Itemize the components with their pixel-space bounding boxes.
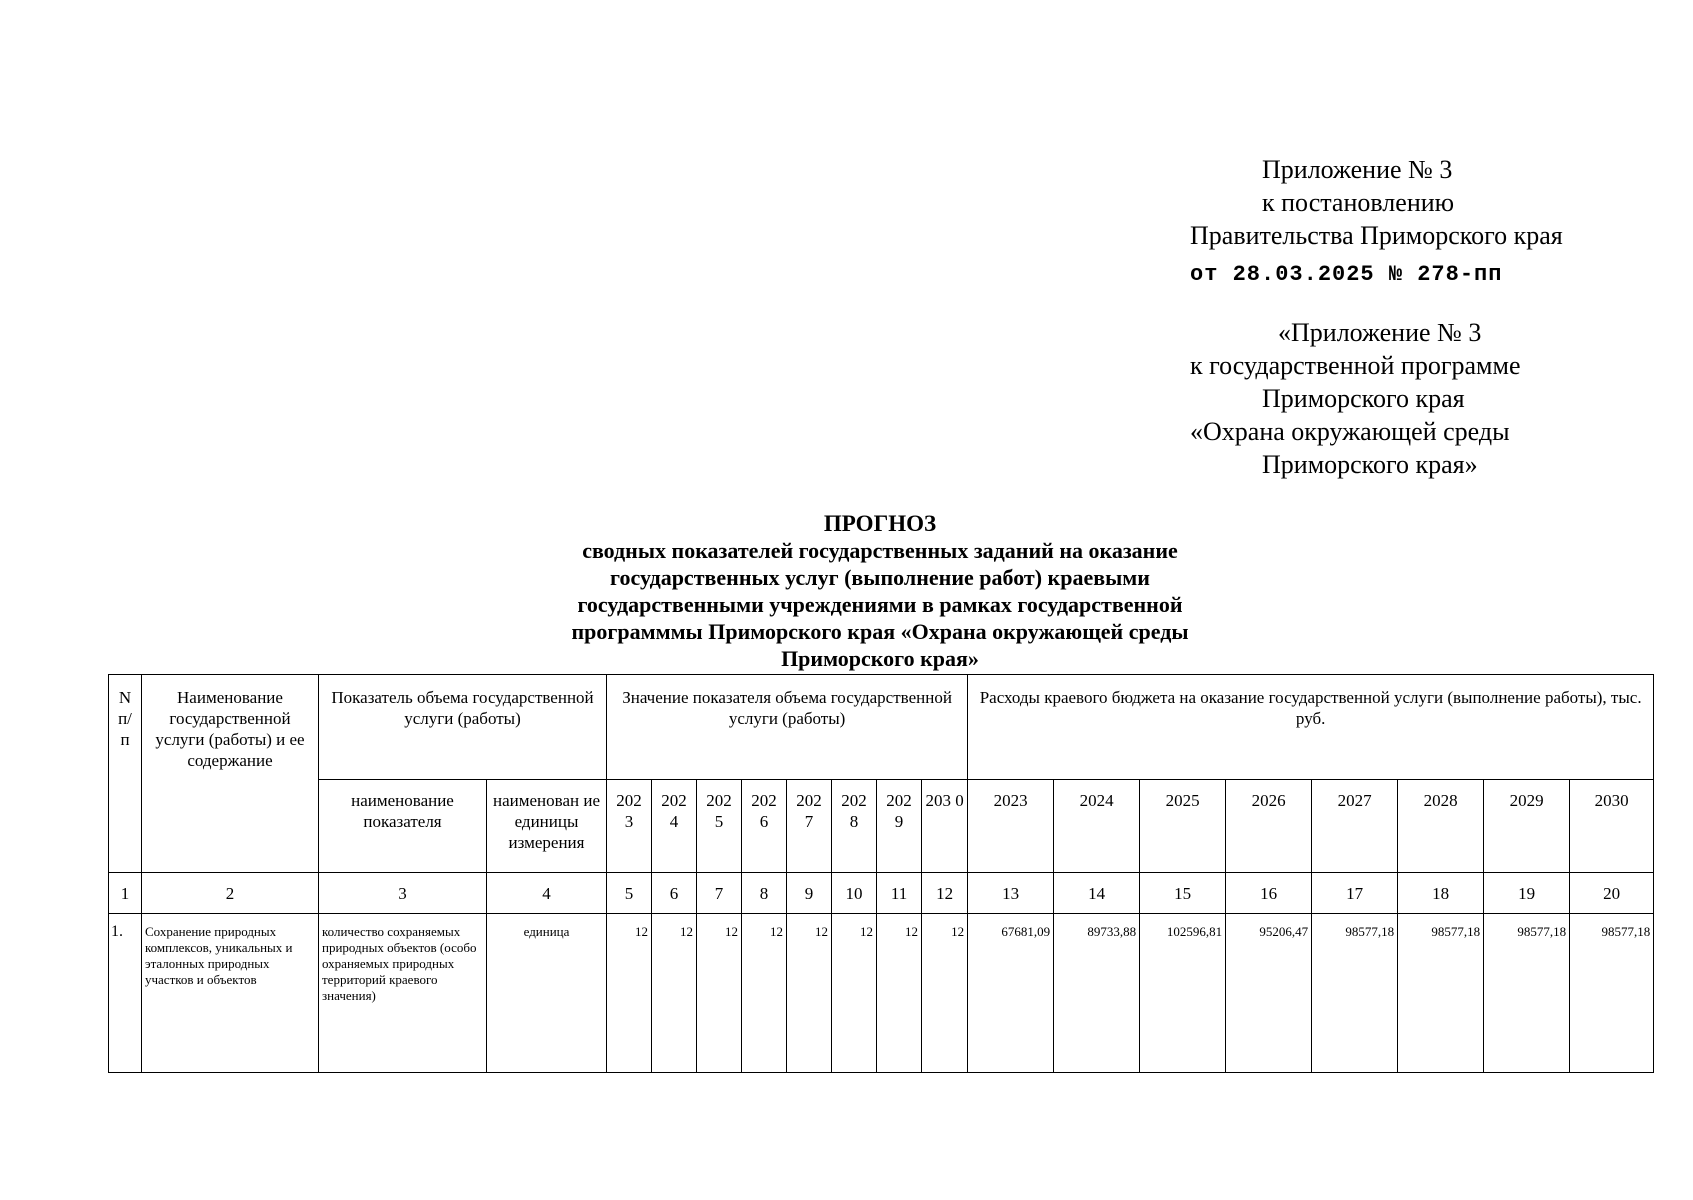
row-unit: единица bbox=[487, 914, 607, 1073]
header-volume-value: Значение показателя объема государственной услуги (работы) bbox=[607, 675, 968, 780]
row-budget-value: 98577,18 bbox=[1312, 914, 1398, 1073]
header-budget-year: 2029 bbox=[1484, 780, 1570, 873]
header-num: N п/ п bbox=[109, 675, 142, 873]
header-budget-year: 2027 bbox=[1312, 780, 1398, 873]
column-number: 8 bbox=[742, 873, 787, 914]
header-value-year: 203 0 bbox=[922, 780, 968, 873]
row-service-name: Сохранение природных комплексов, уникальных и эталонных природных участков и объектов bbox=[142, 914, 319, 1073]
row-number: 1. bbox=[109, 914, 142, 1073]
row-volume-value: 12 bbox=[922, 914, 968, 1073]
row-budget-value: 102596,81 bbox=[1140, 914, 1226, 1073]
program-ref-line-2: к государственной программе bbox=[1190, 351, 1521, 380]
header-volume-indicator: Показатель объема государственной услуги (работы) bbox=[319, 675, 607, 780]
column-number: 17 bbox=[1312, 873, 1398, 914]
row-volume-value: 12 bbox=[742, 914, 787, 1073]
header-indicator-name: наименование показателя bbox=[319, 780, 487, 873]
row-indicator-name: количество сохраняемых природных объектов (особо охраняемых природных территорий краевого значения) bbox=[319, 914, 487, 1073]
heading-line-4: программмы Приморского края «Охрана окружающей среды bbox=[571, 619, 1189, 644]
column-number: 2 bbox=[142, 873, 319, 914]
heading-line-5: Приморского края» bbox=[781, 646, 979, 671]
column-number: 18 bbox=[1398, 873, 1484, 914]
row-budget-value: 89733,88 bbox=[1054, 914, 1140, 1073]
column-number: 15 bbox=[1140, 873, 1226, 914]
column-number: 3 bbox=[319, 873, 487, 914]
row-volume-value: 12 bbox=[607, 914, 652, 1073]
column-number: 9 bbox=[787, 873, 832, 914]
header-value-year: 202 7 bbox=[787, 780, 832, 873]
column-number: 12 bbox=[922, 873, 968, 914]
program-ref-line-1: «Приложение № 3 bbox=[1278, 318, 1482, 347]
table-row bbox=[109, 914, 1654, 1073]
header-budget: Расходы краевого бюджета на оказание государственной услуги (выполнение работы), тыс. руб. bbox=[968, 675, 1654, 780]
row-volume-value: 12 bbox=[877, 914, 922, 1073]
header-unit-name: наименован ие единицы измерения bbox=[487, 780, 607, 873]
row-budget-value: 98577,18 bbox=[1398, 914, 1484, 1073]
row-volume-value: 12 bbox=[787, 914, 832, 1073]
header-value-year: 202 8 bbox=[832, 780, 877, 873]
column-number: 10 bbox=[832, 873, 877, 914]
row-volume-value: 12 bbox=[832, 914, 877, 1073]
program-ref-line-5: Приморского края» bbox=[1262, 450, 1478, 479]
approval-line-3: Правительства Приморского края bbox=[1190, 221, 1563, 250]
document-heading bbox=[430, 510, 1330, 672]
column-number: 6 bbox=[652, 873, 697, 914]
column-number: 11 bbox=[877, 873, 922, 914]
approval-line-1: Приложение № 3 bbox=[1262, 155, 1453, 184]
column-number: 7 bbox=[697, 873, 742, 914]
header-budget-year: 2028 bbox=[1398, 780, 1484, 873]
forecast-table bbox=[108, 674, 1654, 1073]
program-reference-block bbox=[1190, 316, 1521, 481]
column-number: 20 bbox=[1570, 873, 1654, 914]
column-number: 19 bbox=[1484, 873, 1570, 914]
header-budget-year: 2026 bbox=[1226, 780, 1312, 873]
header-value-year: 202 6 bbox=[742, 780, 787, 873]
header-budget-year: 2023 bbox=[968, 780, 1054, 873]
heading-line-2: государственных услуг (выполнение работ) краевыми bbox=[610, 565, 1150, 590]
row-budget-value: 67681,09 bbox=[968, 914, 1054, 1073]
header-value-year: 202 3 bbox=[607, 780, 652, 873]
column-number: 13 bbox=[968, 873, 1054, 914]
column-number: 14 bbox=[1054, 873, 1140, 914]
header-budget-year: 2030 bbox=[1570, 780, 1654, 873]
heading-line-3: государственными учреждениями в рамках государственной bbox=[577, 592, 1183, 617]
row-budget-value: 98577,18 bbox=[1570, 914, 1654, 1073]
approval-block bbox=[1190, 153, 1563, 291]
header-service-name: Наименование государственной услуги (работы) и ее содержание bbox=[142, 675, 319, 873]
row-budget-value: 98577,18 bbox=[1484, 914, 1570, 1073]
header-value-year: 202 9 bbox=[877, 780, 922, 873]
row-volume-value: 12 bbox=[652, 914, 697, 1073]
header-value-year: 202 4 bbox=[652, 780, 697, 873]
header-value-year: 202 5 bbox=[697, 780, 742, 873]
program-ref-line-4: «Охрана окружающей среды bbox=[1190, 417, 1510, 446]
column-number: 16 bbox=[1226, 873, 1312, 914]
column-number: 4 bbox=[487, 873, 607, 914]
heading-line-1: сводных показателей государственных заданий на оказание bbox=[582, 538, 1178, 563]
approval-date-number: от 28.03.2025 № 278-пп bbox=[1190, 262, 1503, 287]
program-ref-line-3: Приморского края bbox=[1262, 384, 1465, 413]
header-budget-year: 2025 bbox=[1140, 780, 1226, 873]
row-volume-value: 12 bbox=[697, 914, 742, 1073]
column-number: 1 bbox=[109, 873, 142, 914]
row-budget-value: 95206,47 bbox=[1226, 914, 1312, 1073]
heading-title: ПРОГНОЗ bbox=[823, 511, 937, 536]
header-budget-year: 2024 bbox=[1054, 780, 1140, 873]
approval-line-2: к постановлению bbox=[1262, 188, 1455, 217]
column-number: 5 bbox=[607, 873, 652, 914]
